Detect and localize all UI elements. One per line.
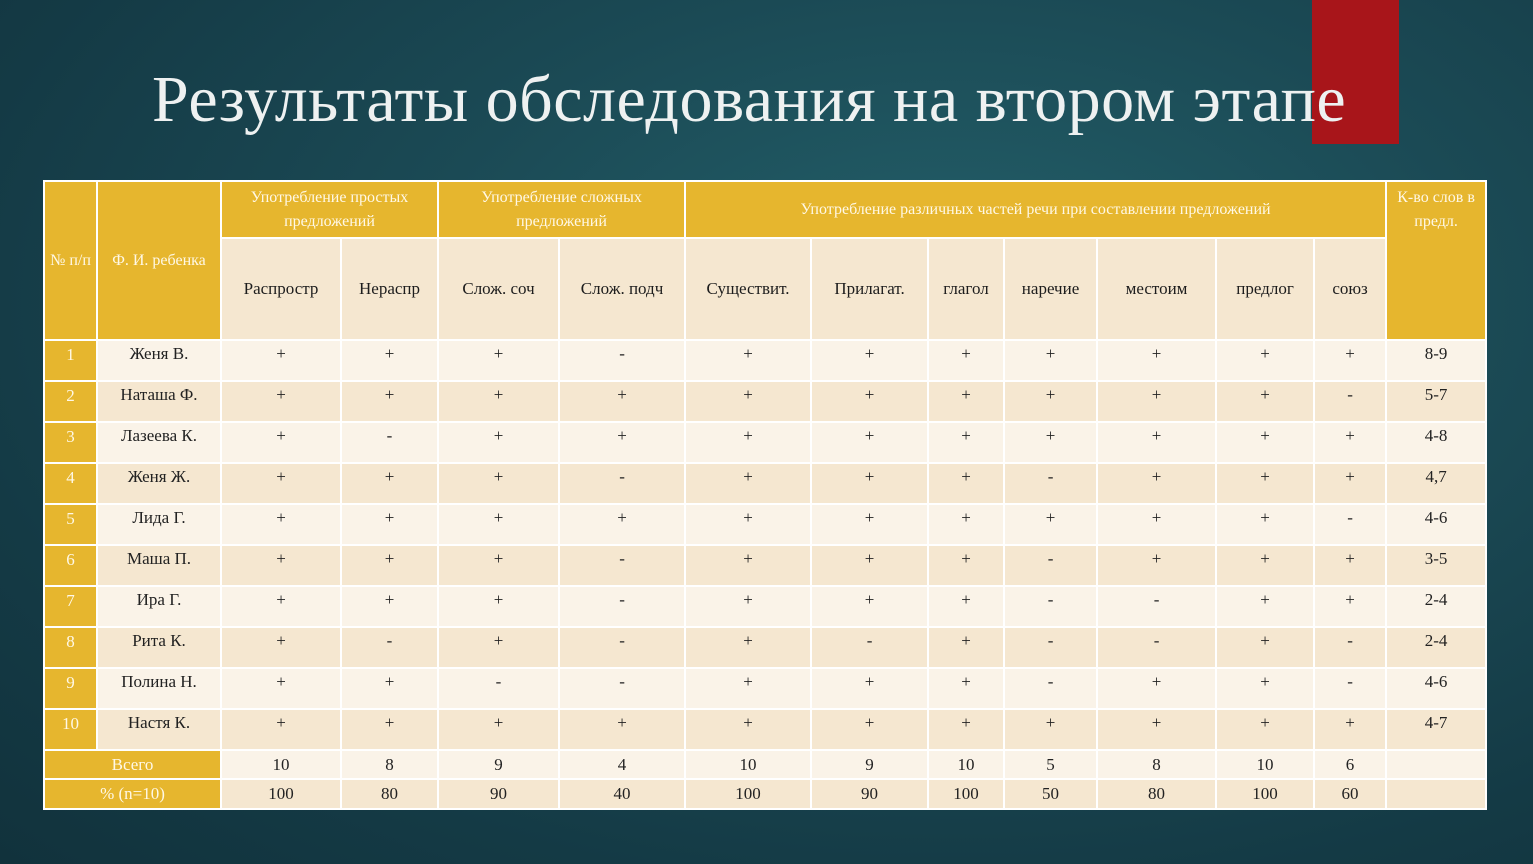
table-row [44,504,1486,545]
result-cell: + [559,381,685,422]
result-cell: + [221,709,341,750]
result-cell: + [811,463,928,504]
child-name: Полина Н. [97,668,221,709]
result-cell: + [341,463,438,504]
slide-title: Результаты обследования на втором этапе [152,63,1347,136]
child-name: Женя Ж. [97,463,221,504]
result-cell: + [438,709,559,750]
result-cell: + [928,709,1004,750]
total-row-cell: 10 [685,750,811,779]
percent-row-cell: 100 [685,779,811,809]
result-cell: + [341,668,438,709]
total-row-cell: 9 [438,750,559,779]
result-cell: + [928,381,1004,422]
child-name: Рита К. [97,627,221,668]
result-cell: + [685,668,811,709]
result-cell: + [221,381,341,422]
result-cell: + [221,340,341,381]
total-row-cell: 6 [1314,750,1386,779]
result-cell: - [1097,627,1216,668]
child-name: Лида Г. [97,504,221,545]
result-cell: + [1004,422,1097,463]
subheader-cell: Прилагат. [811,238,928,340]
child-name: Лазеева К. [97,422,221,463]
result-cell: - [559,627,685,668]
row-number: 4 [44,463,97,504]
result-cell: + [685,627,811,668]
total-row-cell: 8 [1097,750,1216,779]
result-cell: + [221,627,341,668]
words-count: 4-6 [1386,668,1486,709]
total-row-cell: 10 [928,750,1004,779]
result-cell: - [1004,463,1097,504]
result-cell: + [1314,463,1386,504]
total-row-label: Всего [44,750,221,779]
table-row [44,422,1486,463]
total-row-cell: 9 [811,750,928,779]
result-cell: + [559,709,685,750]
child-name: Наташа Ф. [97,381,221,422]
percent-row-cell: 40 [559,779,685,809]
percent-row-cell: 100 [1216,779,1314,809]
total-row-cell: 8 [341,750,438,779]
row-number: 8 [44,627,97,668]
percent-row-cell: 80 [341,779,438,809]
result-cell: + [341,709,438,750]
subheader-cell: предлог [1216,238,1314,340]
words-count: 4-7 [1386,709,1486,750]
percent-row-cell: 90 [811,779,928,809]
subheader-cell: Слож. подч [559,238,685,340]
result-cell: - [559,545,685,586]
row-number: 9 [44,668,97,709]
words-count: 8-9 [1386,340,1486,381]
table-row [44,586,1486,627]
table-row [44,381,1486,422]
result-cell: - [1314,668,1386,709]
result-cell: - [811,627,928,668]
words-count: 4-8 [1386,422,1486,463]
result-cell: + [221,668,341,709]
result-cell: + [1004,340,1097,381]
result-cell: + [1216,381,1314,422]
result-cell: + [928,627,1004,668]
result-cell: + [221,504,341,545]
result-cell: + [811,545,928,586]
subheader-cell: местоим [1097,238,1216,340]
result-cell: + [1314,709,1386,750]
words-count: 3-5 [1386,545,1486,586]
result-cell: + [685,340,811,381]
result-cell: + [1004,709,1097,750]
row-number: 10 [44,709,97,750]
result-cell: + [559,504,685,545]
header-group-simple: Употребление простых предложений [221,181,438,238]
result-cell: + [1216,668,1314,709]
total-row-cell: 5 [1004,750,1097,779]
words-count: 2-4 [1386,586,1486,627]
percent-row [44,779,1486,809]
row-number: 7 [44,586,97,627]
result-cell: + [811,504,928,545]
header-name: Ф. И. ребенка [97,181,221,340]
result-cell: + [1216,422,1314,463]
result-cell: + [1216,340,1314,381]
result-cell: + [438,504,559,545]
result-cell: - [1314,627,1386,668]
result-cell: + [438,422,559,463]
result-cell: + [559,422,685,463]
result-cell: + [341,504,438,545]
result-cell: - [438,668,559,709]
result-cell: + [928,504,1004,545]
words-count: 5-7 [1386,381,1486,422]
result-cell: + [928,422,1004,463]
result-cell: + [685,586,811,627]
result-cell: + [1097,668,1216,709]
result-cell: - [559,668,685,709]
child-name: Маша П. [97,545,221,586]
result-cell: + [1097,422,1216,463]
percent-row-cell: 80 [1097,779,1216,809]
subheader-cell: союз [1314,238,1386,340]
result-cell: + [221,586,341,627]
total-row [44,750,1486,779]
result-cell: + [1004,381,1097,422]
result-cell: + [438,586,559,627]
result-cell: + [1097,340,1216,381]
result-cell: + [1097,545,1216,586]
result-cell: + [1216,504,1314,545]
result-cell: - [559,463,685,504]
row-number: 6 [44,545,97,586]
result-cell: + [1097,504,1216,545]
result-cell: - [1314,381,1386,422]
row-number: 3 [44,422,97,463]
result-cell: + [221,422,341,463]
subheader-cell: Распростр [221,238,341,340]
result-cell: + [685,422,811,463]
result-cell: + [811,340,928,381]
subheader-cell: глагол [928,238,1004,340]
result-cell: + [438,545,559,586]
result-cell: - [559,586,685,627]
percent-row-cell: 50 [1004,779,1097,809]
percent-row-cell: 100 [221,779,341,809]
total-row-cell: 4 [559,750,685,779]
table-row [44,627,1486,668]
result-cell: - [1004,545,1097,586]
result-cell: + [341,340,438,381]
result-cell: + [341,545,438,586]
result-cell: + [1097,381,1216,422]
result-cell: + [1097,463,1216,504]
row-number: 1 [44,340,97,381]
result-cell: + [1216,586,1314,627]
percent-row-cell: 90 [438,779,559,809]
header-group-parts: Употребление различных частей речи при составлении предложений [685,181,1386,238]
table-row [44,545,1486,586]
result-cell: + [811,709,928,750]
percent-row-cell: 100 [928,779,1004,809]
row-number: 5 [44,504,97,545]
table-row [44,709,1486,750]
result-cell: + [928,545,1004,586]
result-cell: + [438,340,559,381]
result-cell: - [1004,668,1097,709]
total-row-cell: 10 [1216,750,1314,779]
result-cell: - [1004,627,1097,668]
result-cell: + [811,668,928,709]
percent-row-empty [1386,779,1486,809]
row-number: 2 [44,381,97,422]
subheader-cell: Существит. [685,238,811,340]
result-cell: + [438,463,559,504]
result-cell: - [1097,586,1216,627]
result-cell: + [811,381,928,422]
result-cell: + [1216,463,1314,504]
child-name: Женя В. [97,340,221,381]
result-cell: + [341,586,438,627]
result-cell: + [685,463,811,504]
result-cell: - [341,627,438,668]
subheader-cell: наречие [1004,238,1097,340]
table-row [44,668,1486,709]
result-cell: + [221,545,341,586]
header-num: № п/п [44,181,97,340]
percent-row-label: % (n=10) [44,779,221,809]
result-cell: + [1314,586,1386,627]
result-cell: - [559,340,685,381]
result-cell: + [685,545,811,586]
result-cell: + [685,709,811,750]
table-row [44,340,1486,381]
result-cell: + [221,463,341,504]
result-cell: - [1004,586,1097,627]
child-name: Ира Г. [97,586,221,627]
result-cell: + [1097,709,1216,750]
result-cell: + [685,504,811,545]
total-row-empty [1386,750,1486,779]
result-cell: + [811,422,928,463]
result-cell: - [341,422,438,463]
words-count: 2-4 [1386,627,1486,668]
result-cell: + [341,381,438,422]
result-cell: + [1004,504,1097,545]
result-cell: + [1314,422,1386,463]
result-cell: + [928,340,1004,381]
result-cell: - [1314,504,1386,545]
header-group-complex: Употребление сложных предложений [438,181,685,238]
percent-row-cell: 60 [1314,779,1386,809]
result-cell: + [928,463,1004,504]
result-cell: + [811,586,928,627]
result-cell: + [1216,545,1314,586]
result-cell: + [438,381,559,422]
result-cell: + [1216,627,1314,668]
subheader-cell: Слож. соч [438,238,559,340]
result-cell: + [928,586,1004,627]
results-table [43,180,1487,810]
total-row-cell: 10 [221,750,341,779]
result-cell: + [438,627,559,668]
table-row [44,463,1486,504]
child-name: Настя К. [97,709,221,750]
result-cell: + [1314,545,1386,586]
result-cell: + [928,668,1004,709]
words-count: 4,7 [1386,463,1486,504]
words-count: 4-6 [1386,504,1486,545]
result-cell: + [1314,340,1386,381]
result-cell: + [1216,709,1314,750]
result-cell: + [685,381,811,422]
subheader-cell: Нераспр [341,238,438,340]
header-words: К-во слов в предл. [1386,181,1486,340]
